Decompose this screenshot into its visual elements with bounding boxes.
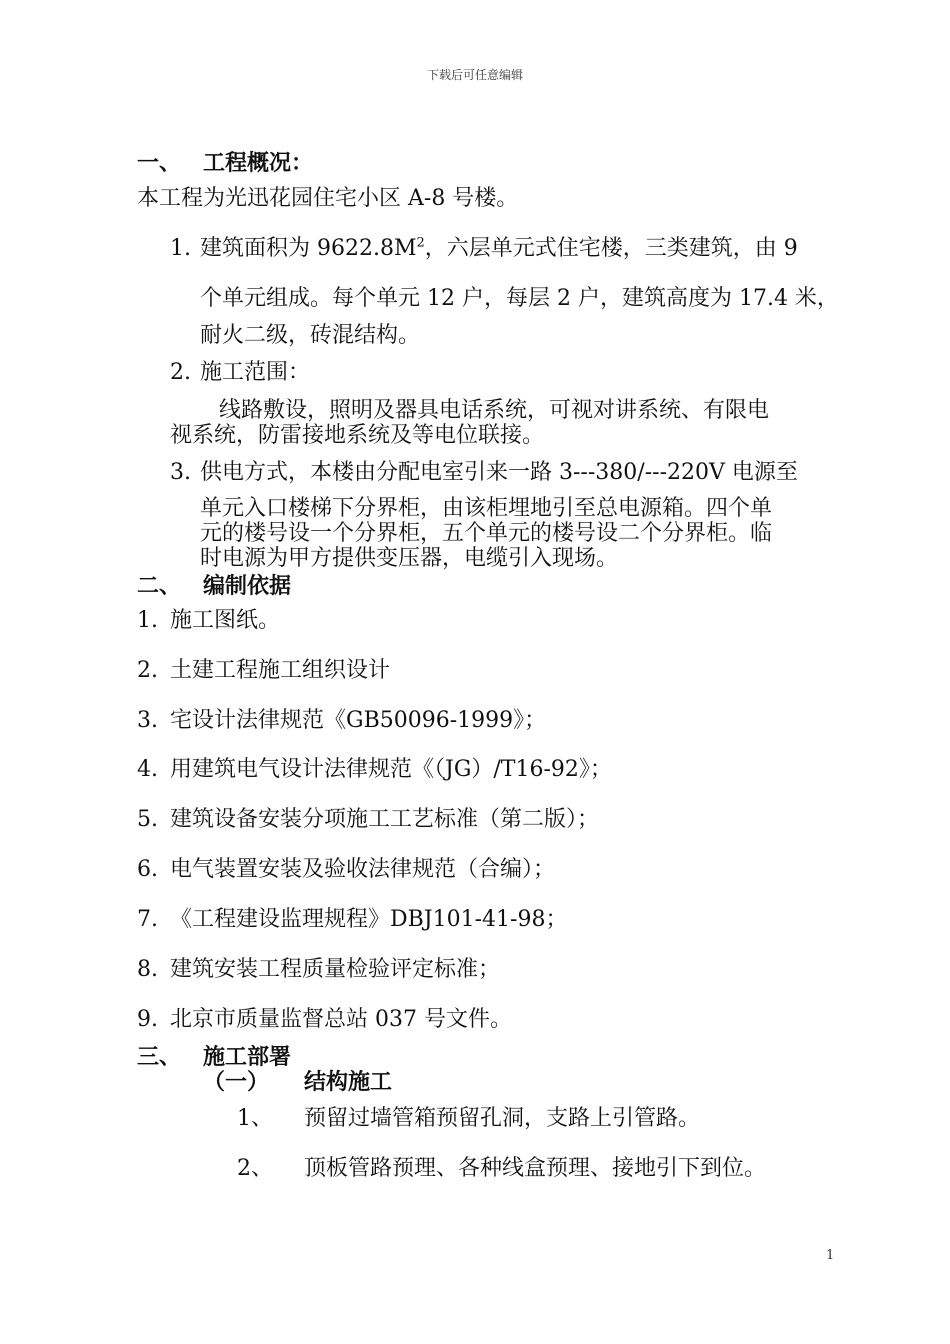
s1-item-1-line2: 个单元组成。每个单元 12 户，每层 2 户，建筑高度为 17.4 米， [200, 286, 839, 311]
s3-item-text: 预留过墙管箱预留孔洞，支路上引管路。 [304, 1106, 701, 1131]
s1-item-2-text: 施工范围： [200, 360, 311, 385]
section-3-number: 三、 [137, 1044, 182, 1070]
section-2-number: 二、 [137, 573, 182, 599]
s1-item-3-line2: 单元入口楼梯下分界柜，由该柜埋地引至总电源箱。四个单 [200, 496, 773, 521]
s2-item-number: 3. [137, 708, 158, 733]
section-1-title: 工程概况： [203, 150, 314, 176]
s1-item-3-line1: 供电方式，本楼由分配电室引来一路 3---380/---220V 电源至 [200, 460, 798, 485]
s2-item-number: 1. [137, 608, 158, 633]
s1-item-1-line3: 耐火二级，砖混结构。 [200, 323, 421, 348]
s2-item-text: 土建工程施工组织设计 [170, 658, 391, 683]
s2-item-text: 宅设计法律规范《GB50096-1999》； [170, 708, 547, 733]
s1-item-3-line4: 时电源为甲方提供变压器，电缆引入现场。 [200, 546, 619, 571]
s1-item-3-line3: 元的楼号设一个分界柜，五个单元的楼号设二个分界柜。临 [200, 521, 773, 546]
page-header: 下载后可任意编辑 [426, 68, 523, 82]
section-2-title: 编制依据 [203, 573, 292, 599]
section-1-number: 一、 [137, 150, 182, 176]
s2-item-text: 北京市质量监督总站 037 号文件。 [170, 1007, 512, 1032]
s3-item-text: 顶板管路预理、各种线盒预理、接地引下到位。 [304, 1156, 767, 1181]
s1-item-1-line1: 建筑面积为 $9622.8M^2$，六层单元式住宅楼，三类建筑，由 9 [200, 235, 798, 261]
s2-item-number: 4. [137, 757, 158, 782]
s2-item-number: 9. [137, 1007, 158, 1032]
s2-item-number: 6. [137, 857, 158, 882]
s1-item-1-number: 1. [170, 236, 191, 261]
s1-item-3-number: 3. [170, 460, 191, 485]
s2-item-text: 用建筑电气设计法律规范《（JG）/T16-92》； [170, 757, 612, 782]
s1-item-2-number: 2. [170, 360, 191, 385]
s1-item-2-para-line2: 视系统，防雷接地系统及等电位联接。 [170, 423, 545, 448]
s1-item-2-para-line1: 线路敷设，照明及器具电话系统，可视对讲系统、有限电 [219, 398, 770, 423]
s2-item-number: 2. [137, 658, 158, 683]
subsection-number: （一） [203, 1069, 270, 1095]
s2-item-text: 《工程建设监理规程》DBJ101-41-98； [170, 907, 568, 932]
page-number: 1 [826, 1248, 835, 1263]
superscript: 2 [416, 235, 425, 251]
s3-item-number: 2、 [237, 1156, 273, 1181]
s2-item-text: 施工图纸。 [170, 608, 281, 633]
s2-item-text: 建筑设备安装分项施工工艺标准（第二版）； [170, 807, 600, 832]
s2-item-number: 7. [137, 907, 158, 932]
s2-item-text: 建筑安装工程质量检验评定标准； [170, 957, 501, 982]
s3-item-number: 1、 [237, 1106, 273, 1131]
section-1-intro: 本工程为光迅花园住宅小区 A-8 号楼。 [137, 186, 519, 211]
s2-item-text: 电气装置安装及验收法律规范（合编）； [170, 857, 556, 882]
subsection-title: 结构施工 [304, 1069, 393, 1095]
s2-item-number: 8. [137, 957, 158, 982]
s2-item-number: 5. [137, 807, 158, 832]
section-3-title: 施工部署 [203, 1044, 292, 1070]
